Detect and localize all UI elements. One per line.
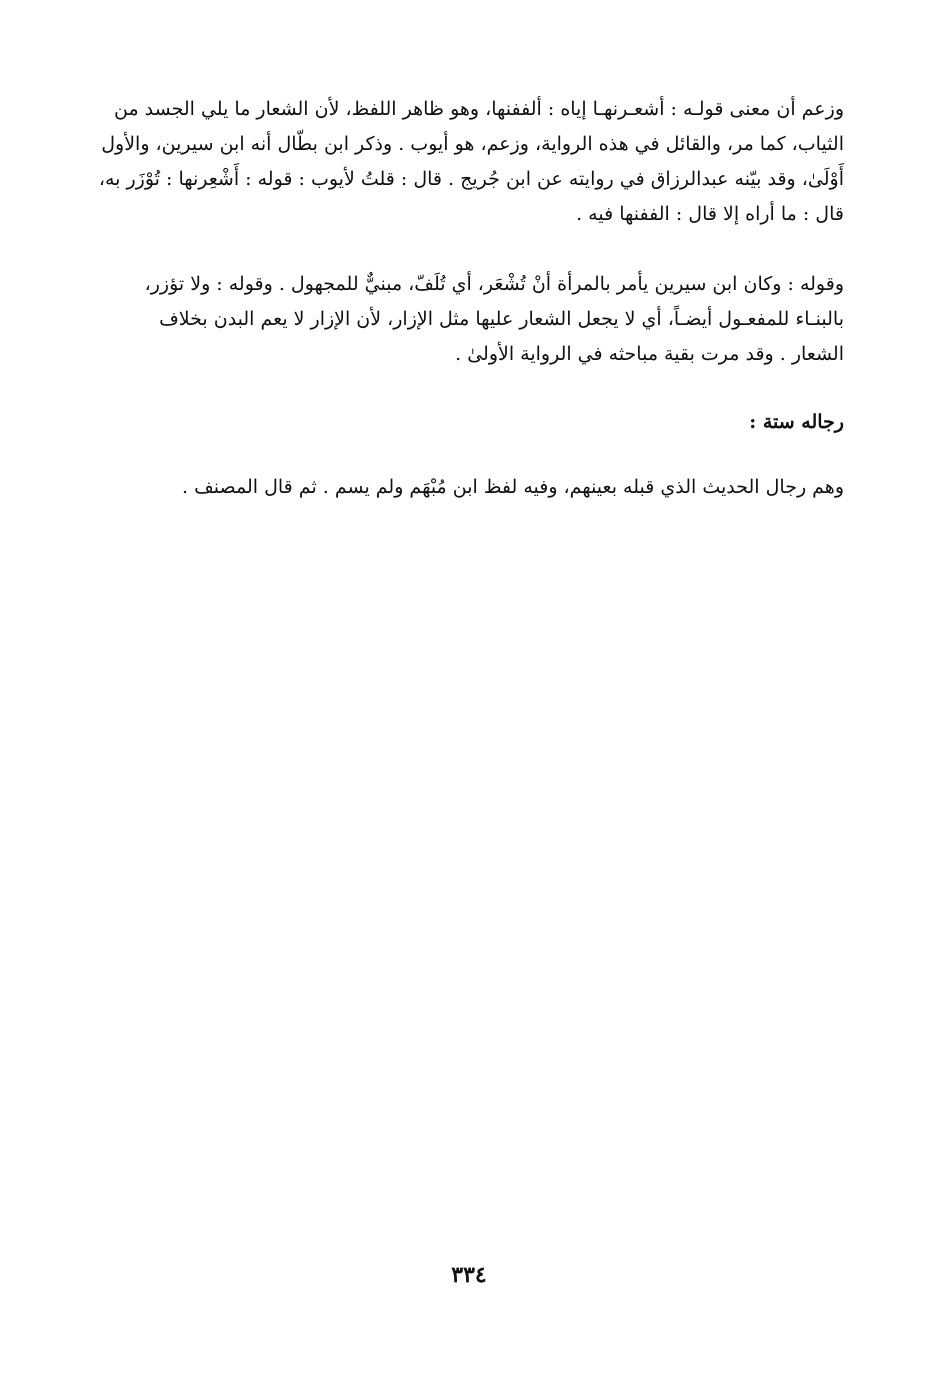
section-heading: رجاله ستة : bbox=[749, 411, 844, 433]
text-line: وقوله : وكان ابن سيرين يأمر بالمرأة أنْ تُشْعَر، أي تُلَفّ، مبنيٌّ للمجهول . وقوله : ولا تؤزر، bbox=[144, 273, 844, 295]
text-line: أَوْلَىٰ، وقد بيّنه عبدالرزاق في روايته عن ابن جُريج . قال : قلتُ لأيوب : قوله : أَشْعِرنها : تُوْزَر به، bbox=[98, 168, 844, 190]
text-line: وزعم أن معنى قولـه : أشعـرنهـا إياه : ألففنها، وهو ظاهر اللفظ، لأن الشعار ما يلي الجسد من bbox=[114, 98, 844, 120]
page-number: ٣٣٤ bbox=[451, 1262, 487, 1288]
text-line: الثياب، كما مر، والقائل في هذه الرواية، وزعم، هو أيوب . وذكر ابن بطّال أنه ابن سيرين، والأول bbox=[101, 133, 844, 155]
text-line: قال : ما أراه إلا قال : الففنها فيه . bbox=[576, 203, 844, 225]
paragraph-first bbox=[78, 92, 844, 232]
text-line: وهم رجال الحديث الذي قبله بعينهم، وفيه لفظ ابن مُبْهَم ولم يسم . ثم قال المصنف . bbox=[182, 476, 844, 498]
text-line: بالبنـاء للمفعـول أيضـاً، أي لا يجعل الشعار عليها مثل الإزار، لأن الإزار لا يعم البدن بخلاف bbox=[159, 308, 844, 330]
paragraph-third bbox=[78, 470, 844, 505]
text-line: الشعار . وقد مرت بقية مباحثه في الرواية الأولىٰ . bbox=[455, 343, 844, 365]
paragraph-second bbox=[78, 267, 844, 372]
